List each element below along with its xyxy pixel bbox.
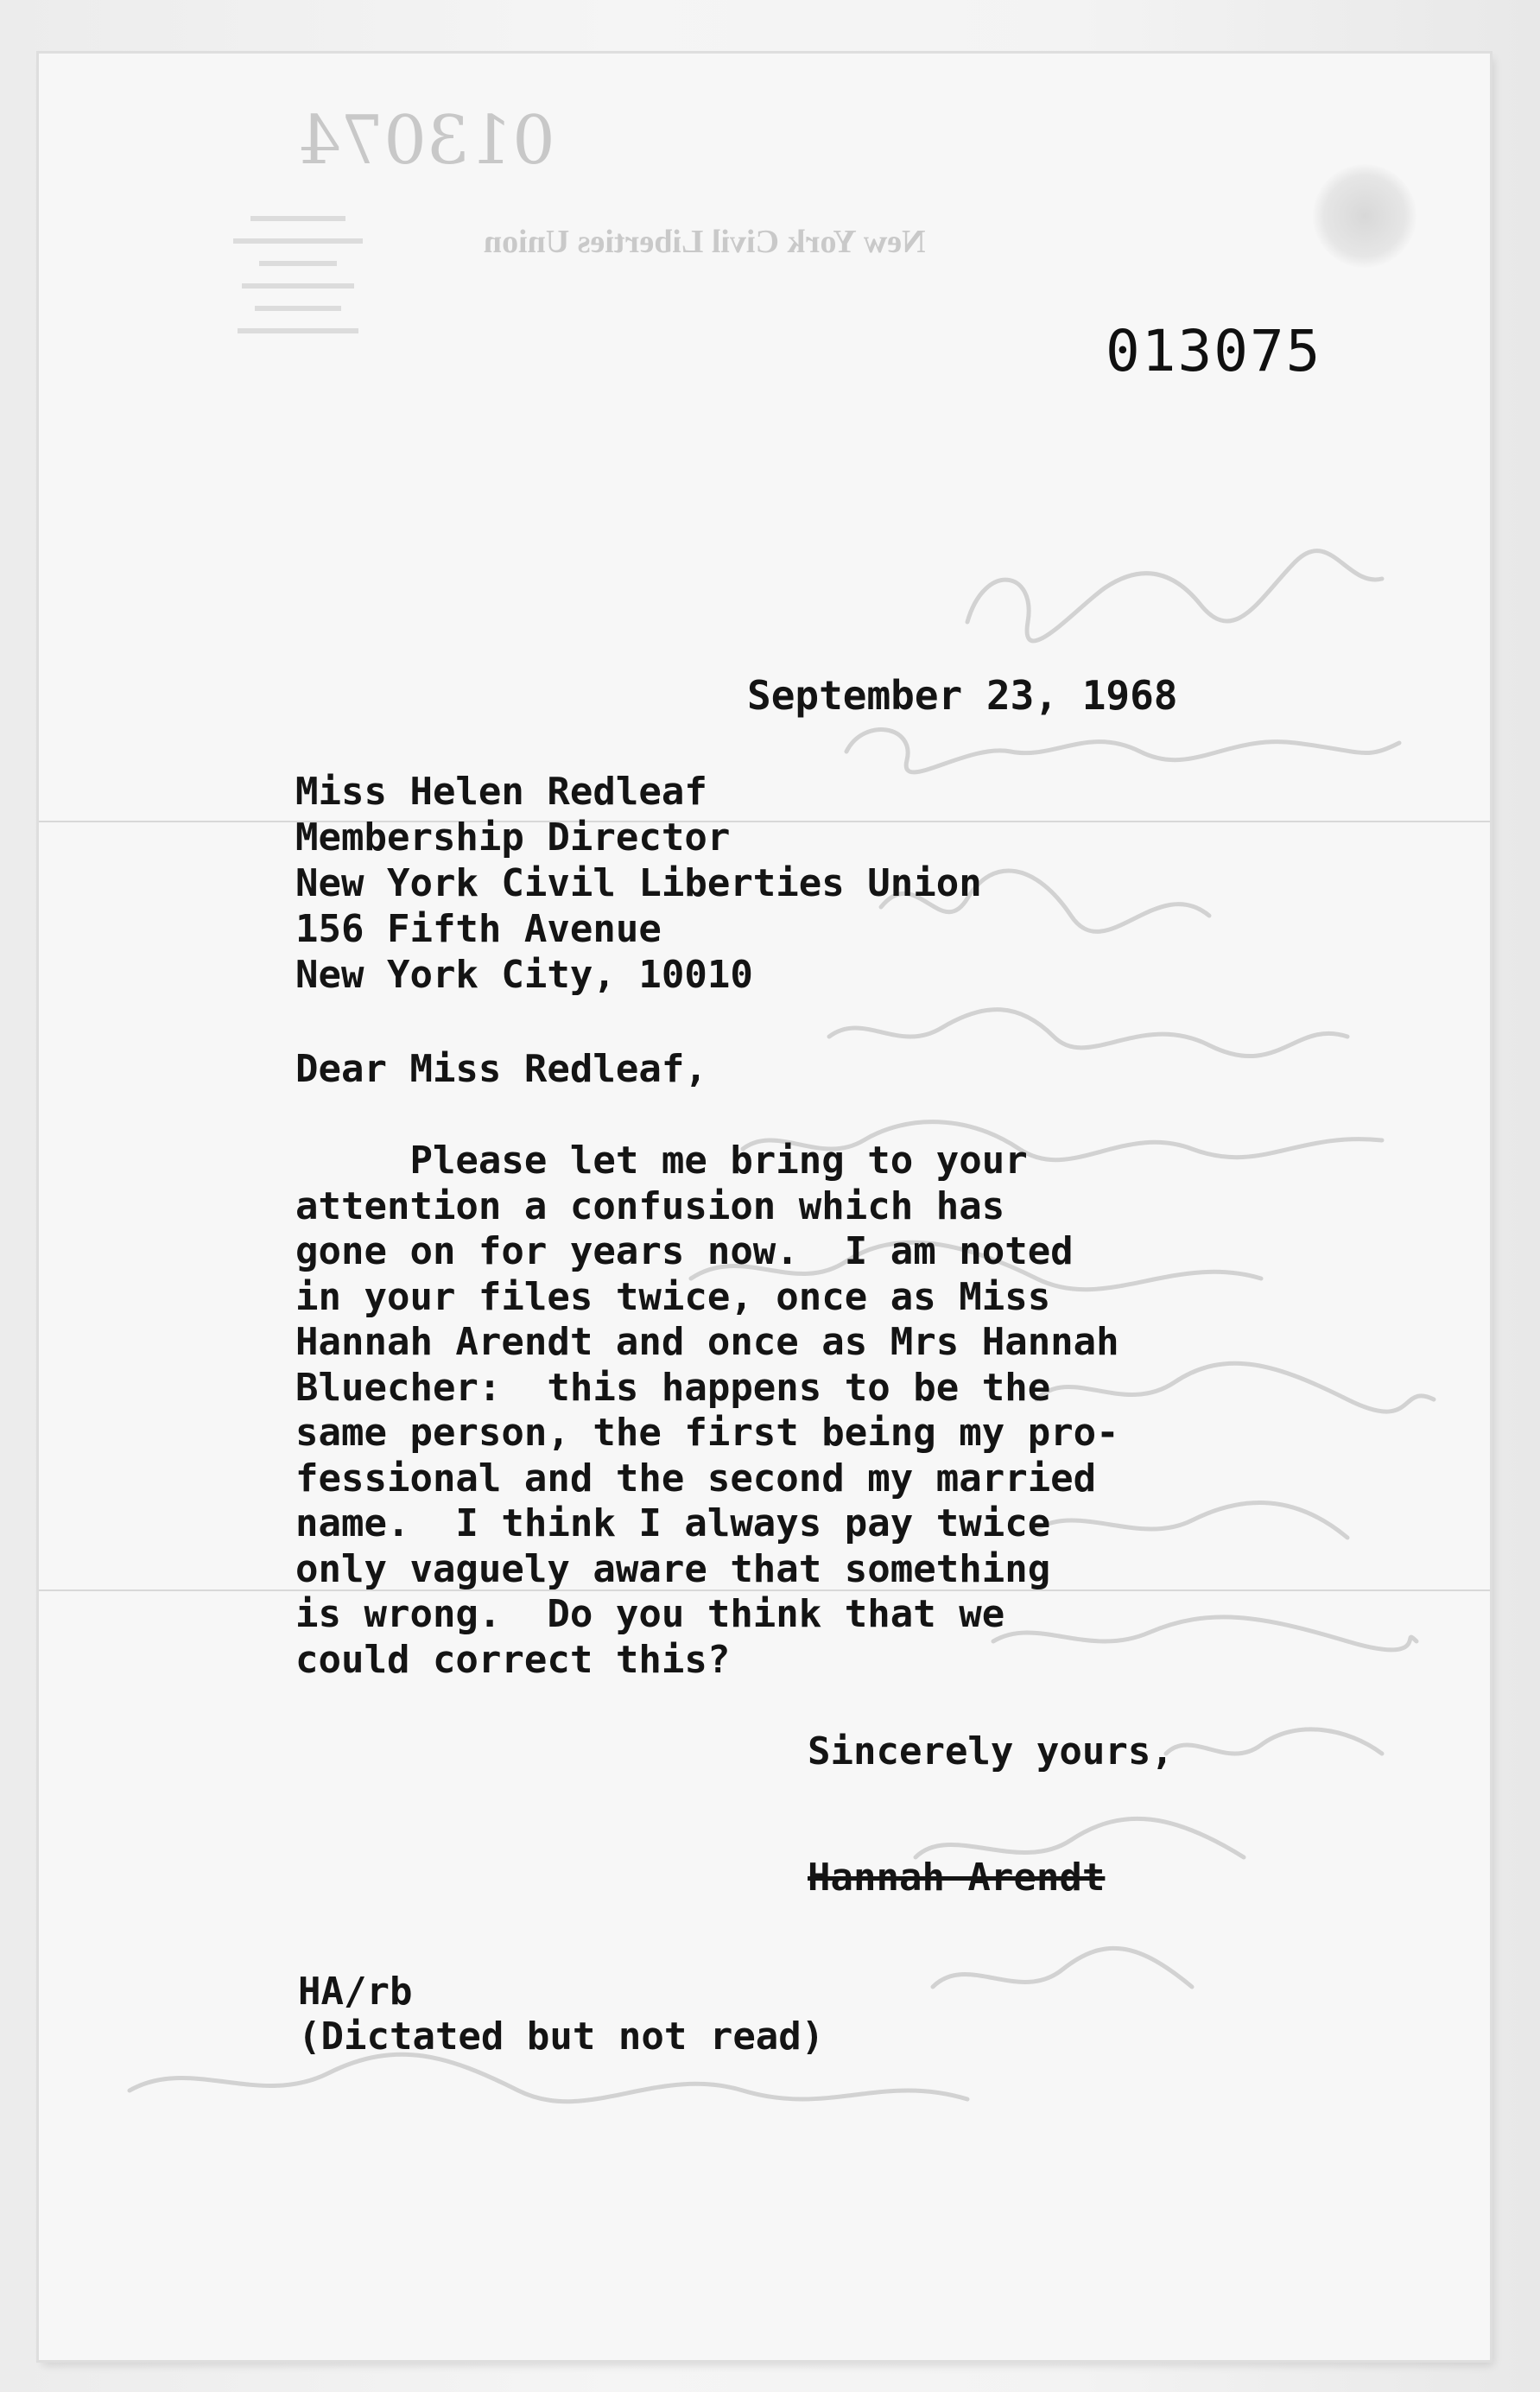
recipient-title: Membership Director (295, 815, 731, 860)
recipient-name: Miss Helen Redleaf (295, 770, 707, 814)
body-line: gone on for years now. I am noted (295, 1229, 1074, 1273)
closing: Sincerely yours, (808, 1729, 1174, 1773)
recipient-city: New York City, 10010 (295, 953, 753, 997)
dictation-note: (Dictated but not read) (298, 2014, 825, 2059)
file-number: 013075 (1106, 318, 1322, 384)
letter-body (295, 1139, 1119, 1683)
body-line: name. I think I always pay twice (295, 1501, 1051, 1545)
salutation: Dear Miss Redleaf, (295, 1047, 707, 1091)
body-line: attention a confusion which has (295, 1183, 1005, 1228)
body-line: in your files twice, once as Miss (295, 1274, 1051, 1319)
body-line: fessional and the second my married (295, 1456, 1097, 1501)
typist-initials-block (298, 1970, 824, 2059)
recipient-organization: New York Civil Liberties Union (295, 861, 982, 905)
show-through-number: 013074 (298, 102, 555, 180)
body-line: Hannah Arendt and once as Mrs Hannah (295, 1320, 1119, 1364)
body-line: same person, the first being my pro- (295, 1411, 1119, 1455)
body-line: is wrong. Do you think that we (295, 1592, 1005, 1636)
show-through-letterhead: New York Civil Liberties Union (484, 224, 926, 260)
body-line: could correct this? (295, 1637, 731, 1682)
recipient-street: 156 Fifth Avenue (295, 907, 662, 951)
body-line: only vaguely aware that something (295, 1546, 1051, 1591)
typist-initials: HA/rb (298, 1970, 413, 2014)
recipient-address (295, 769, 982, 998)
letter-date: September 23, 1968 (747, 672, 1178, 719)
body-line: Please let me bring to your (295, 1139, 1028, 1183)
body-line: Bluecher: this happens to be the (295, 1365, 1051, 1410)
signature-typed: Hannah Arendt (808, 1856, 1106, 1900)
